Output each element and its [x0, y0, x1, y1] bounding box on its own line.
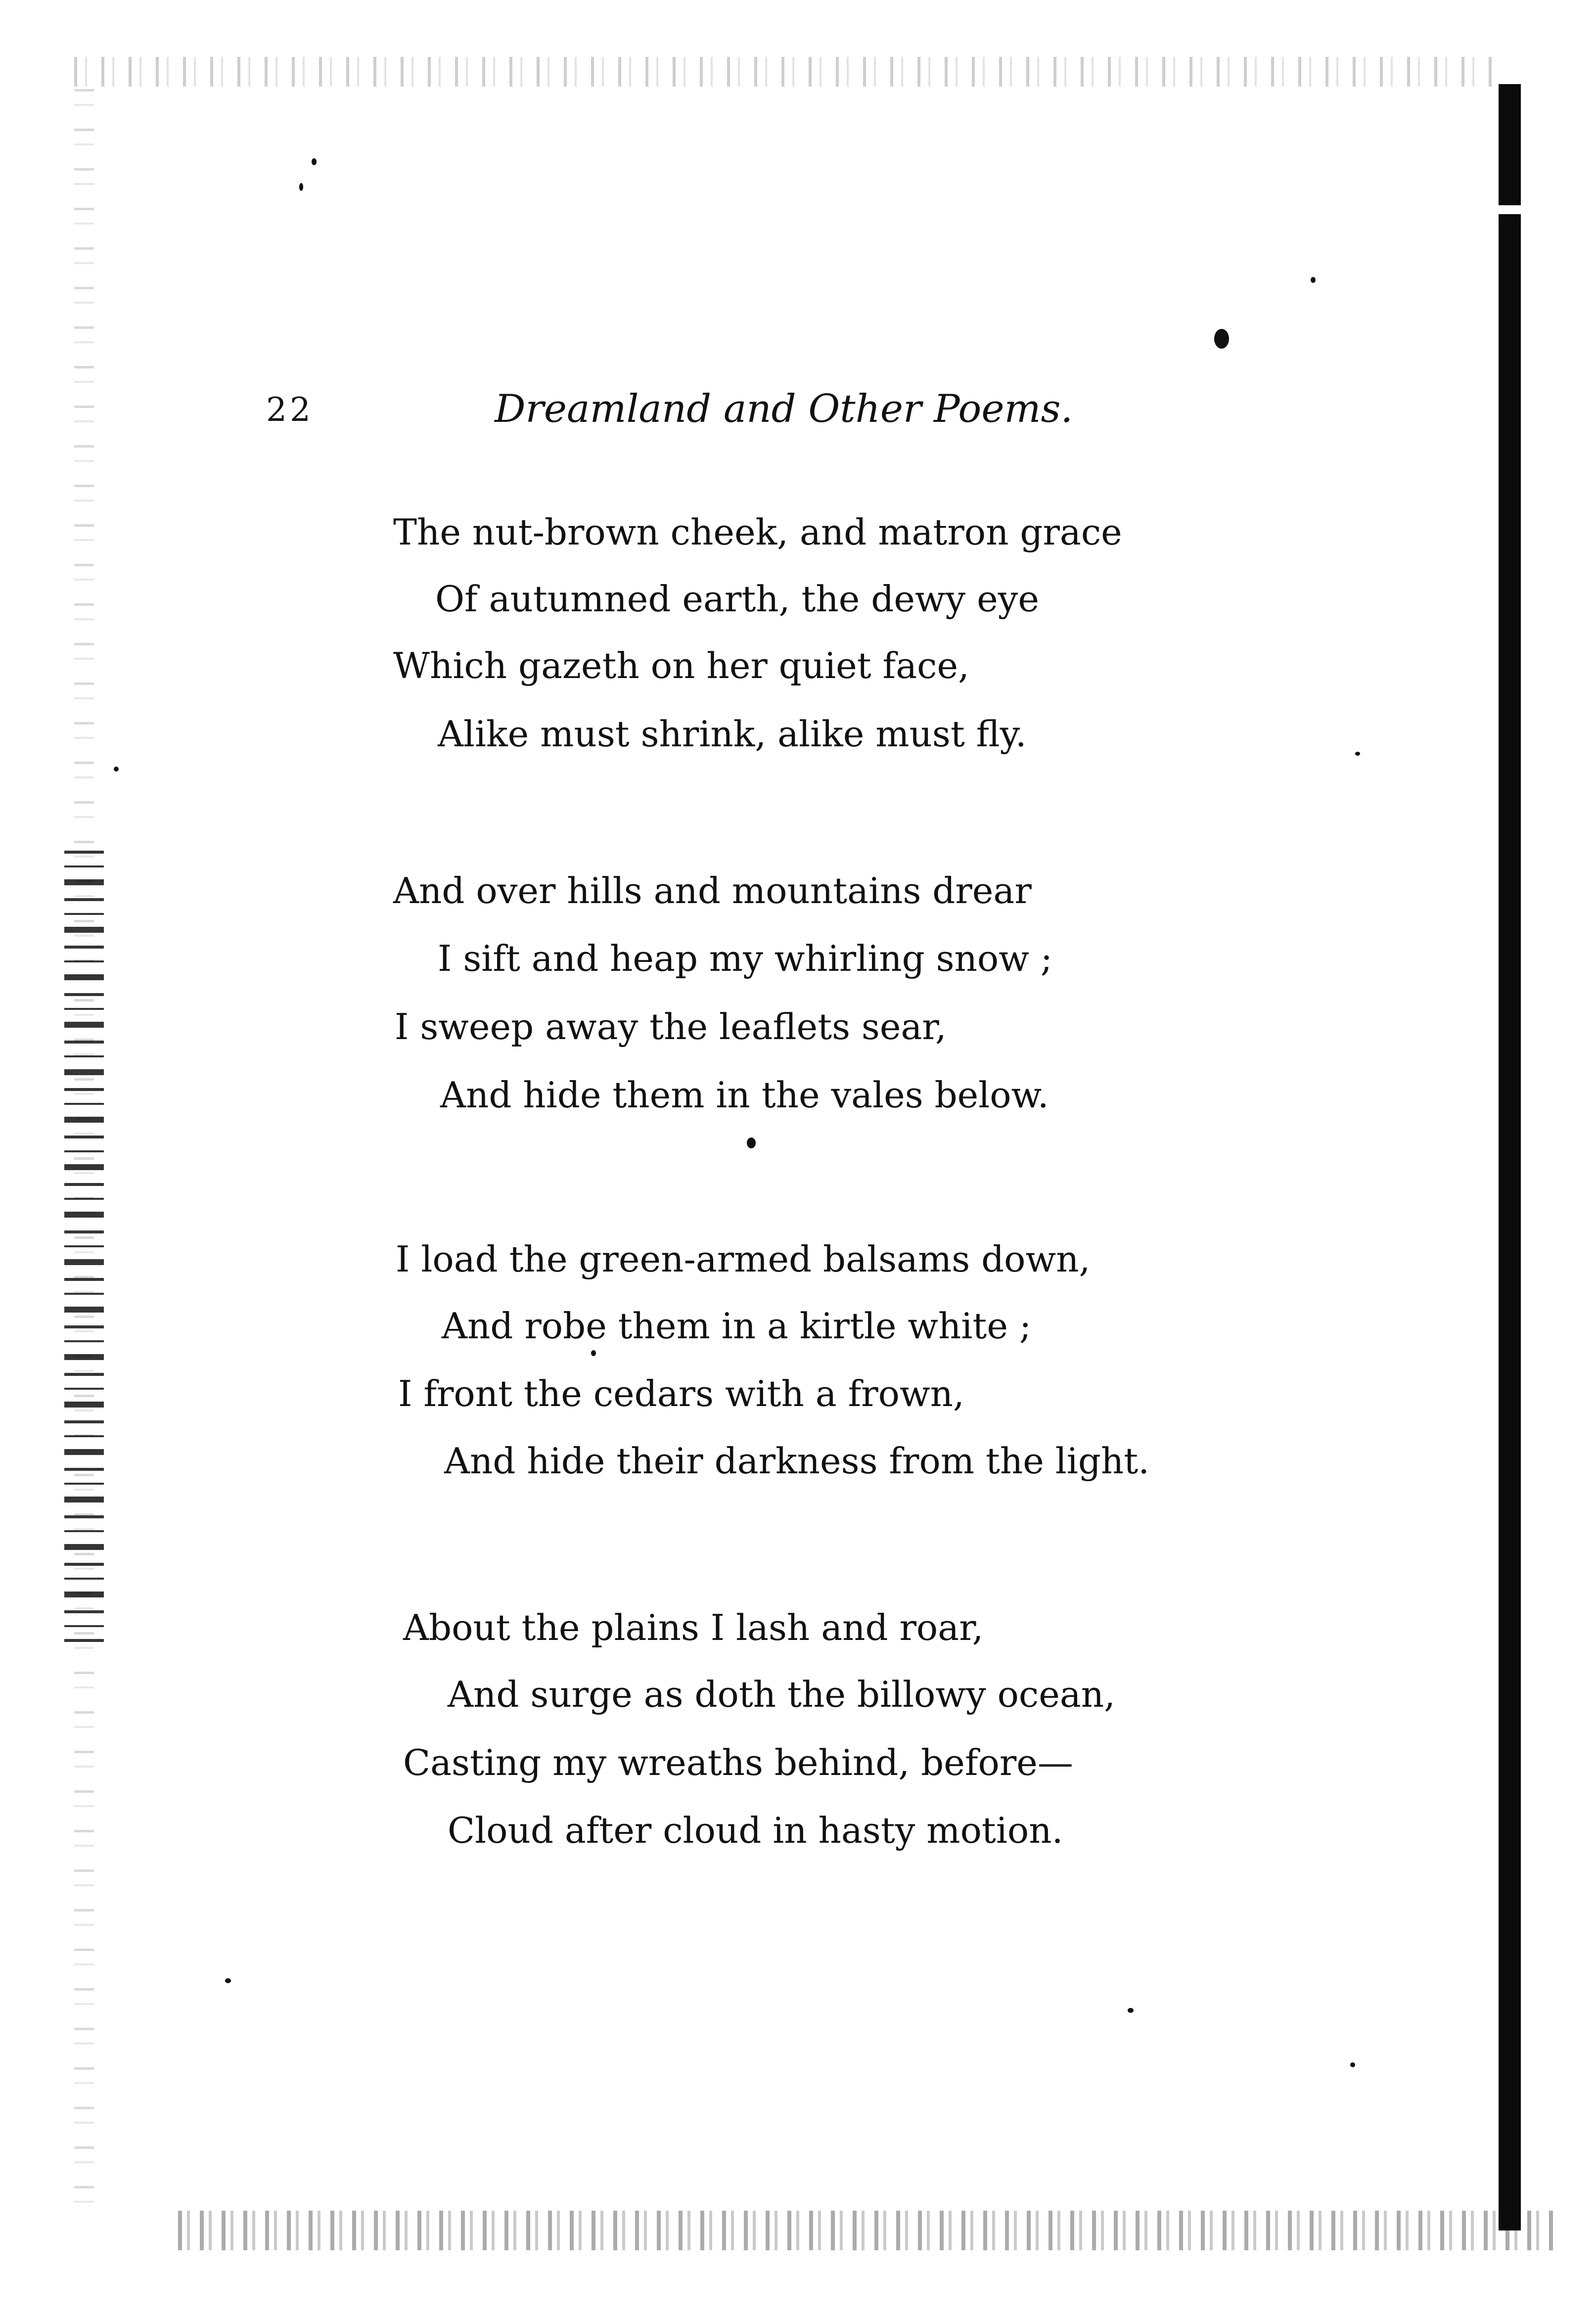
ink-speck	[1128, 2008, 1134, 2013]
scan-edge-bottom	[178, 2211, 1553, 2250]
ink-speck	[747, 1137, 756, 1148]
poem-line: Casting my wreaths behind, before—	[403, 1742, 1073, 1783]
scan-edge-top	[74, 57, 1499, 87]
poem-line: Of autumned earth, the dewy eye	[435, 578, 1040, 620]
scan-margin-marks	[64, 851, 104, 1642]
ink-speck	[1350, 2062, 1355, 2067]
ink-speck	[312, 158, 317, 165]
poem-line: And robe them in a kirtle white ;	[442, 1305, 1032, 1347]
poem-line: And hide them in the vales below.	[440, 1074, 1049, 1116]
book-spine-gap	[1499, 205, 1521, 214]
ink-speck	[1311, 277, 1316, 283]
poem-line: Cloud after cloud in hasty motion.	[448, 1810, 1063, 1851]
ink-speck	[299, 183, 303, 191]
ink-speck	[1355, 752, 1360, 756]
poem-line: I sift and heap my whirling snow ;	[438, 938, 1053, 979]
poem-line: I front the cedars with a frown,	[398, 1373, 964, 1414]
poem-line: Which gazeth on her quiet face,	[393, 645, 969, 686]
ink-speck	[225, 1978, 231, 1983]
ink-speck	[114, 767, 119, 772]
page-header	[0, 387, 1596, 440]
poem-line: And hide their darkness from the light.	[444, 1440, 1150, 1482]
poem-line: The nut-brown cheek, and matron grace	[393, 511, 1122, 553]
ink-speck	[591, 1350, 596, 1356]
poem-line: And over hills and mountains drear	[393, 870, 1032, 911]
poem-line: I load the green-armed balsams down,	[396, 1238, 1091, 1280]
running-title: Dreamland and Other Poems.	[495, 387, 1073, 431]
poem-line: And surge as doth the billowy ocean,	[448, 1674, 1116, 1715]
page-number: 22	[266, 391, 314, 429]
poem-line: Alike must shrink, alike must fly.	[438, 713, 1027, 755]
poem-line: About the plains I lash and roar,	[403, 1607, 984, 1648]
poem-line: I sweep away the leaflets sear,	[395, 1006, 947, 1047]
ink-speck	[1214, 329, 1229, 349]
